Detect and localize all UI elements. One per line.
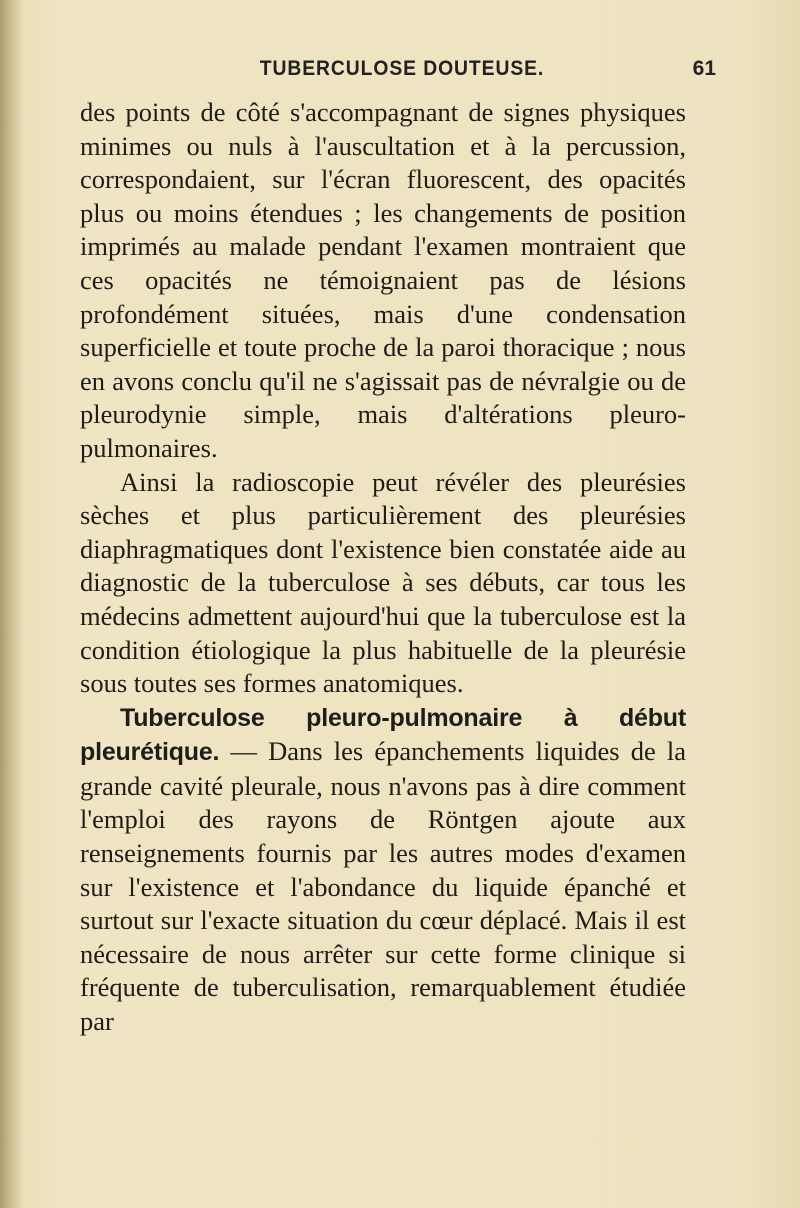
section-heading: Tuberculose pleuro-pulmonaire à début pleurétique. (80, 703, 686, 767)
body-text (80, 96, 686, 1039)
paragraph-1: des points de côté s'accompagnant de signes physiques minimes ou nuls à l'auscultation et à la percussion, correspondaient, sur l'écran fluorescent, des opacités plus ou moins étendues ; les changements de position imprimés au malade pendant l'examen montraient que ces opacités ne témoignaient pas de lésions profondément situées, mais d'une condensation superficielle et toute proche de la paroi thoracique ; nous en avons conclu qu'il ne s'agissait pas de névralgie ou de pleurodynie simple, mais d'altérations pleuro-pulmonaires. (80, 97, 686, 463)
running-head (80, 57, 724, 87)
paragraph-3 (80, 701, 686, 1039)
paragraph-2: Ainsi la radioscopie peut révéler des pleurésies sèches et plus particulièrement des pleurésies diaphragmatiques dont l'existence bien constatée aide au diagnostic de la tuberculose à ses débuts, car tous les médecins admettent aujourd'hui que la tuberculose est la condition étiologique la plus habituelle de la pleurésie sous toutes ses formes anatomiques. (80, 466, 686, 699)
running-title: TUBERCULOSE DOUTEUSE. (259, 57, 545, 80)
paragraph-3-text: — Dans les épanchements liquides de la grande cavité pleurale, nous n'avons pas à dire comment l'emploi des rayons de Röntgen ajoute aux renseignements fournis par les autres modes d'examen sur l'existence et l'abondance du liquide épanché et surtout sur l'exacte situation du cœur déplacé. Mais il est nécessaire de nous arrêter sur cette forme clinique si fréquente de tuberculisation, remarquablement étudiée par (80, 736, 686, 1037)
page-number: 61 (692, 57, 716, 80)
spine-shadow (0, 0, 22, 1208)
